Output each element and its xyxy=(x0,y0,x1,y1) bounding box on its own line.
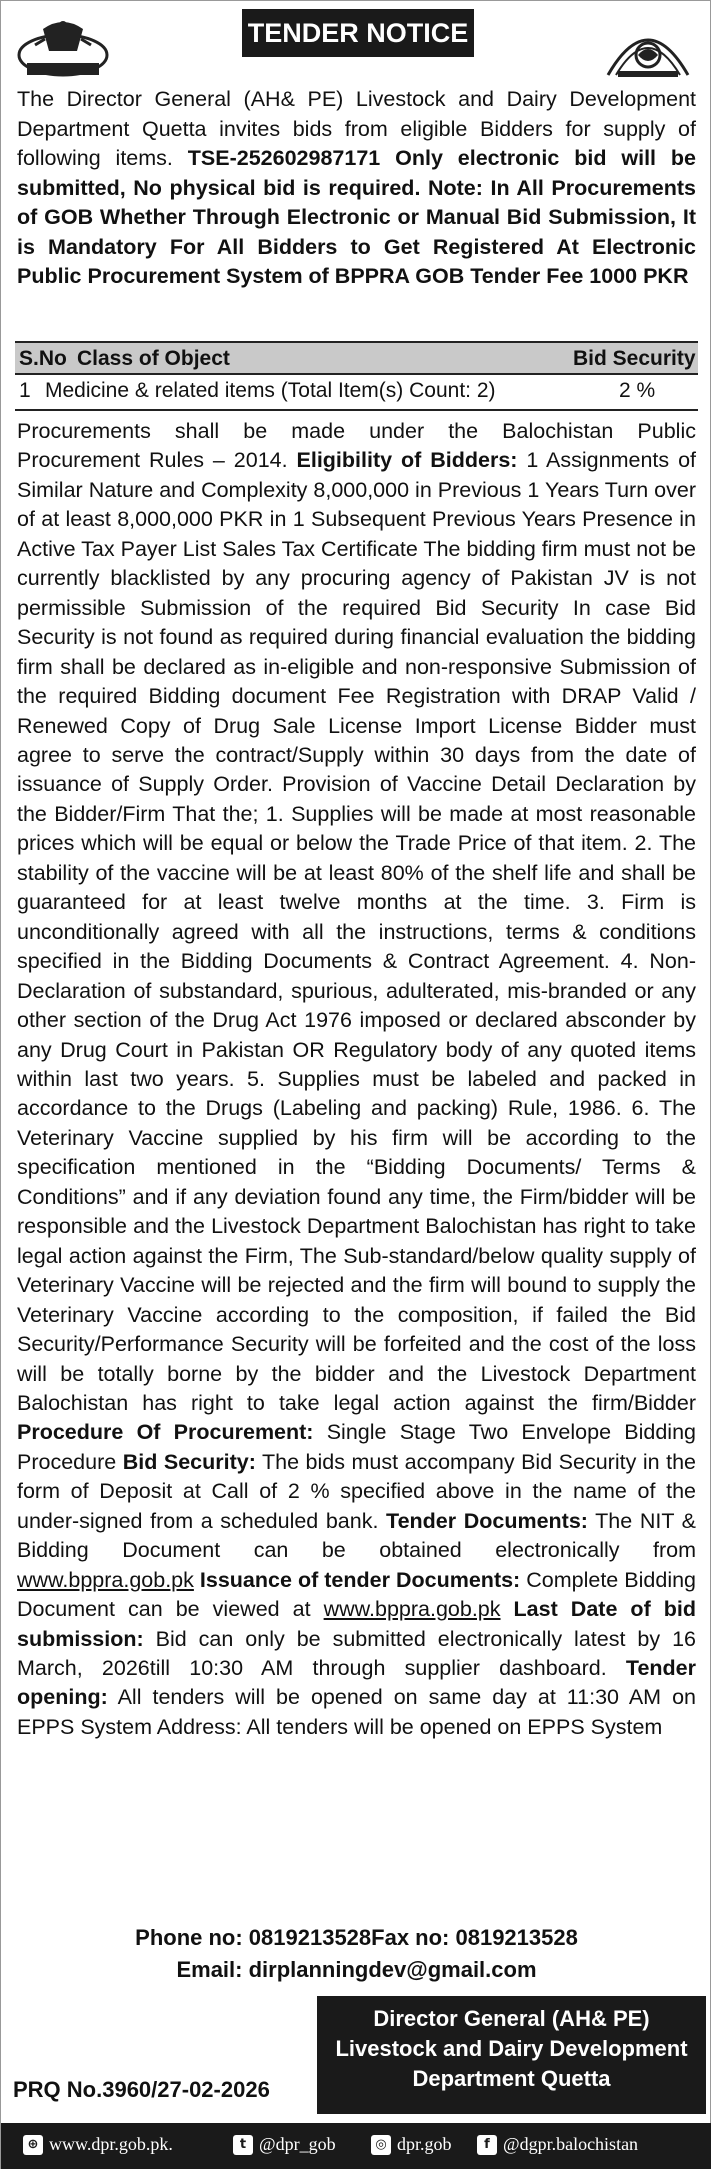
signature-line-2: Livestock and Dairy Development xyxy=(335,2036,688,2061)
intro-paragraph xyxy=(17,85,696,292)
body-text-5: The NIT & Bidding Document can be obtained electronically from xyxy=(17,1508,696,1563)
twitter-icon: t xyxy=(233,2135,253,2155)
footer-facebook[interactable] xyxy=(477,2134,638,2155)
heading-last-date: Last Date of bid submission: xyxy=(17,1597,697,1651)
bppra-link-1[interactable]: www.bppra.gob.pk xyxy=(17,1567,194,1592)
body-text-1: Procurements shall be made under the Balochistan Public Procurement Rules – 2014. xyxy=(17,419,696,473)
footer-instagram[interactable] xyxy=(371,2134,452,2155)
heading-tender-opening: Tender opening: xyxy=(17,1656,696,1710)
globe-icon: ⊕ xyxy=(23,2135,43,2155)
items-table xyxy=(15,341,698,411)
footer-web[interactable] xyxy=(23,2134,173,2155)
footer-facebook-text: @dgpr.balochistan xyxy=(503,2134,639,2154)
signature-line-3: Department Quetta xyxy=(412,2066,611,2091)
heading-issuance: Issuance of tender Documents: xyxy=(193,1567,521,1592)
department-seal-logo xyxy=(598,15,698,79)
facebook-icon: f xyxy=(477,2135,497,2155)
body-text-2: 1 Assignments of Similar Nature and Complexity 8,000,000 in Previous 1 Years Turn over of at least 8,000,000 PKR in 1 Subsequent Previous Years Presence in Active Tax Payer List Sales Tax Certificate The bidding firm must not be currently blacklisted by any procuring agency of Pakistan JV is not permissible Submission of the required Bid Security In case Bid Security is not found as required during financial evaluation the bidding firm shall be declared as in-eligible and non-responsive Submission of the required Bidding document Fee Registration with DRAP Valid / Renewed Copy of Drug Sale License Import License Bidder must agree to serve the contract/Supply within 30 days from the date of issuance of Supply Order. Provision of Vaccine Detail Declaration by the Bidder/Firm That the; 1. Supplies will be made at most reasonable prices which will be equal or below the Trade Price of that item. 2. The stability of the vaccine will be at least 80% of the shelf life and shall be guaranteed for at least twelve months at the time. 3. Firm is unconditionally agreed with all the instructions, terms & conditions specified in the Bidding Documents & Contract Agreement. 4. Non-Declaration of substandard, spurious, adulterated, mis-branded or any other section of the Drug Act 1976 imposed or declared absconder by any Drug Court in Pakistan OR Regulatory body of any quoted items within last two years. 5. Supplies must be labeled and packed in accordance to the Drugs (Labeling and packing) Rule, 1986. 6. The Veterinary Vaccine supplied by his firm will be according to the specification mentioned in the “Bidding Documents/ Terms & Conditions” and if any deviation found any time, the Firm/bidder will be responsible and the Livestock Department Balochistan has right to take legal action against the Firm, The Sub-standard/below quality supply of Veterinary Vaccine will be rejected and the firm will bound to supply the Veterinary Vaccine according to the composition, if failed the Bid Security/Performance Security will be forfeited and the cost of the loss will be totally borne by the bidder and the Livestock Department Balochistan has right to take legal action against the firm/Bidder xyxy=(17,448,696,1415)
footer-bar xyxy=(1,2123,711,2169)
signature-block xyxy=(317,1996,706,2114)
intro-bold-text: TSE-252602987171 Only electronic bid will be submitted, No physical bid is required. Note: In All Procurements of GOB Whether Through Electronic or Manual Bid Submission, It is Mandatory For All Bidders to Get Registered At Electronic Public Procurement System of BPPRA GOB Tender Fee 1000 PKR xyxy=(17,146,696,288)
phone-fax: Phone no: 0819213528Fax no: 0819213528 xyxy=(135,1925,578,1950)
body-text-6: Complete Bidding Document can be viewed at xyxy=(17,1567,697,1622)
heading-procedure: Procedure Of Procurement: xyxy=(17,1420,314,1445)
col-header-security: Bid Security xyxy=(573,347,696,370)
heading-eligibility: Eligibility of Bidders: xyxy=(296,448,518,473)
cell-security: 2 % xyxy=(619,379,656,402)
bppra-link-2[interactable]: www.bppra.gob.pk xyxy=(323,1597,501,1622)
body-text-3: Single Stage Two Envelope Bidding Procedure xyxy=(17,1420,696,1474)
body-text-7: Bid can only be submitted electronically latest by 16 March, 2026till 10:30 AM through supplier dashboard. xyxy=(17,1626,696,1681)
tender-body-text xyxy=(17,417,696,1742)
header xyxy=(9,9,702,81)
heading-tender-documents: Tender Documents: xyxy=(386,1508,588,1533)
instagram-icon: ◎ xyxy=(371,2135,391,2155)
footer-twitter-text: @dpr_gob xyxy=(259,2134,336,2154)
heading-bid-security: Bid Security: xyxy=(122,1449,256,1474)
table-header xyxy=(15,341,698,375)
body-text-8: All tenders will be opened on same day at 11:30 AM on EPPS System Address: All tenders will be opened on EPPS System xyxy=(17,1685,696,1739)
footer-twitter[interactable] xyxy=(233,2134,336,2155)
table-row xyxy=(15,375,698,411)
balochistan-government-logo xyxy=(13,15,113,79)
notice-title: TENDER NOTICE xyxy=(242,9,474,57)
body-text-4: The bids must accompany Bid Security in the form of Deposit at Call of 2 % specified above in the name of the under-signed from a scheduled bank. xyxy=(17,1449,696,1533)
email: Email: dirplanningdev@gmail.com xyxy=(176,1957,537,1982)
cell-sno: 1 xyxy=(19,379,31,402)
intro-text: The Director General (AH& PE) Livestock and Dairy Development Department Quetta invites bids from eligible Bidders for supply of following items. xyxy=(17,87,696,170)
footer-web-text: www.dpr.gob.pk. xyxy=(49,2134,173,2154)
prq-number: PRQ No.3960/27-02-2026 xyxy=(13,2077,270,2102)
footer-instagram-text: dpr.gob xyxy=(397,2134,452,2154)
signature-line-1: Director General (AH& PE) xyxy=(373,2006,650,2031)
cell-class: Medicine & related items (Total Item(s) Count: 2) xyxy=(45,379,496,402)
col-header-class: Class of Object xyxy=(77,347,230,370)
col-header-sno: S.No xyxy=(19,347,67,370)
